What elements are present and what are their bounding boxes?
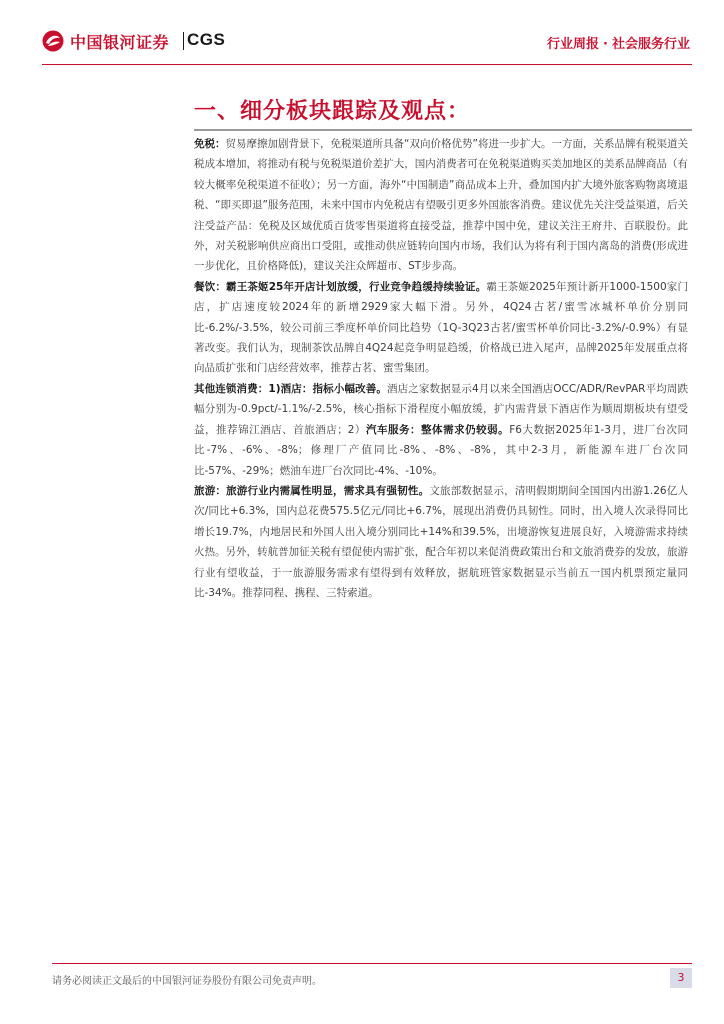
paragraph-body: 酒店之家数据显示4月以来全国酒店OCC/ADR/RevPAR平均周跌幅分别为-0.9pct/-1.1%/-2.5%，核心指标下滑程度小幅放缓，扩内需背景下酒店作为顺周期板块有望受益，推荐锦江酒店、首旅酒店；2） [194,382,688,436]
paragraph-chain-consumption [194,379,688,481]
header-rule [42,64,692,65]
footer-rule [52,963,692,964]
paragraph-duty-free [194,134,688,277]
paragraph-lead: 旅游：旅游行业内需属性明显，需求具有强韧性。 [194,484,430,497]
section-title-rule [194,129,692,131]
page-header [0,0,724,70]
cgs-logo-icon [42,30,64,52]
paragraph-body: 霸王茶姬2025年预计新开1000-1500家门店，扩店速度较2024年的新增2929家大幅下滑。另外，4Q24古茗/蜜雪冰城杯单价分别同比-6.2%/-3.5%，较公司前三季度杯单价同比趋势（1Q-3Q23古茗/蜜雪杯单价同比-3.2%/-0.9%）有显著改变。我们认为，现制茶饮品牌自4Q24起竞争明显趋缓，价格战已进入尾声，品牌2025年发展重点将向品质扩张和门店经营效率，推荐古茗、蜜雪集团。 [194,280,688,375]
paragraph-body: 贸易摩擦加剧背景下，免税渠道所具备“双向价格优势”将进一步扩大。一方面，关系品牌有税渠道关税成本增加，将推动有税与免税渠道价差扩大，国内消费者可在免税渠道购买美加地区的美系品牌商品（有较大概率免税渠道不征收）；另一方面，海外“中国制造”商品成本上升，叠加国内扩大境外旅客购物离境退税、“即买即退”服务范围，未来中国市内免税店有望吸引更多外国旅客消费。建议优先关注受益渠道，后关注受益产品：免税及区域优质百货零售渠道将直接受益，推荐中国中免，建议关注王府井、百联股份。此外，对关税影响供应商出口受阻，或推动供应链转向国内市场，我们认为将有利于国内离岛的消费(形成进一步优化，且价格降低)，建议关注众辉超市、ST步步高。 [194,138,688,273]
logo-divider [183,32,184,50]
brand-name: 中国银河证券 [70,33,170,52]
paragraph-catering [194,277,688,379]
paragraph-tourism [194,481,688,603]
section-title: 一、细分板块跟踪及观点： [194,99,471,124]
header-separator: · [603,37,608,52]
paragraph-lead: 餐饮：霸王茶姬25年开店计划放缓，行业竞争趋缓持续验证。 [194,280,487,293]
industry-label: 社会服务行业 [611,37,690,52]
report-type-label: 行业周报 [547,37,600,52]
paragraph-lead: 其他连锁消费：1)酒店：指标小幅改善。 [194,382,387,395]
page-number: 3 [670,968,692,988]
footer-disclaimer: 请务必阅读正文最后的中国银河证券股份有限公司免责声明。 [52,976,322,987]
paragraph-lead-secondary: 汽车服务：整体需求仍较弱。 [365,423,510,436]
body-content [194,134,688,603]
report-category [547,33,690,52]
paragraph-body-secondary: F6大数据2025年1-3月，进厂台次同比-7%、-6%、-8%；修理厂产值同比-8%、-8%、-8%，其中2-3月，新能源车进厂台次同比-57%、-29%；燃油车进厂台次同比-4%、-10%。 [194,423,689,477]
brand-abbreviation: CGS [187,30,226,49]
paragraph-lead: 免税： [194,138,226,150]
paragraph-body: 文旅部数据显示，清明假期期间全国国内出游1.26亿人次/同比+6.3%，国内总花费575.5亿元/同比+6.7%，展现出消费仍具韧性。同时，出入境人次录得同比增长19.7%，内地居民和外国人出入境分别同比+14%和39.5%，出境游恢复进展良好，入境游需求持续火热。另外，转航普加征关税有望促使内需扩张，配合年初以来促消费政策出台和文旅消费券的发放，旅游行业有望收益，于一旅游服务需求有望得到有效释放，据航班管家数据显示当前五一国内机票预定量同比-34%。推荐同程、携程、三特索道。 [194,484,688,599]
